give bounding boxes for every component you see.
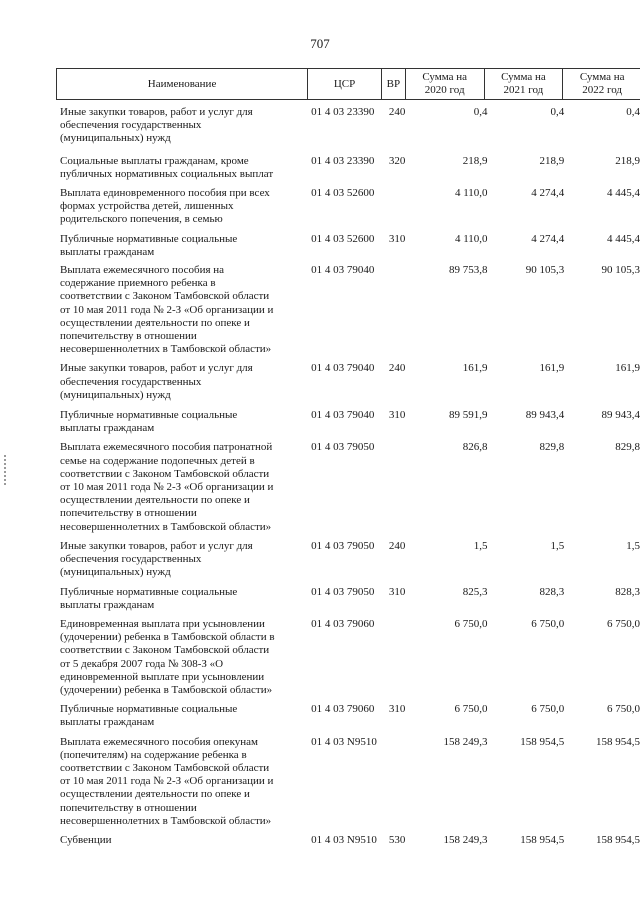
row-vr <box>389 441 411 533</box>
row-name: Выплата ежемесячного пособия патронатной семье на содержание подопечных детей в соответствии с Законом Тамбовской области от 10 мая 2011 года № 2-З «Об организации и осуществлении деятельности по опеке и попечительству в отношении несовершеннолетних в Тамбовской области» <box>60 441 274 533</box>
table-row <box>56 441 640 533</box>
table-row <box>56 155 640 181</box>
row-vr: 240 <box>388 539 406 552</box>
row-name: Публичные нормативные социальные выплаты гражданам <box>60 703 238 729</box>
header-name: Наименование <box>57 69 308 99</box>
row-csr: 01 4 03 79050 <box>311 539 375 552</box>
table-row <box>56 264 640 356</box>
row-csr: 01 4 03 79060 <box>311 617 375 630</box>
row-csr: 01 4 03 23390 <box>311 106 375 118</box>
row-sum-2021: 4 274,4 <box>531 187 565 200</box>
row-name: Выплата ежемесячного пособия на содержание приемного ребенка в соответствии с Законом Тамбовской области от 10 мая 2011 года № 2-З «Об организации и осуществлении деятельности по опеке и попечительству в отношении несовершеннолетних в Тамбовской области» <box>60 264 274 356</box>
row-csr: 01 4 03 79050 <box>311 585 375 598</box>
table-row <box>56 586 640 612</box>
table-row <box>56 736 640 828</box>
row-vr: 320 <box>388 154 406 167</box>
header-csr: ЦСР <box>308 69 382 99</box>
header-vr: ВР <box>382 69 406 99</box>
row-name: Иные закупки товаров, работ и услуг для обеспечения государственных (муниципальных) нужд <box>60 106 253 145</box>
table-row <box>56 409 640 435</box>
table-row <box>56 703 640 729</box>
row-name: Публичные нормативные социальные выплаты гражданам <box>60 585 238 611</box>
row-vr <box>389 264 411 356</box>
row-name: Выплата ежемесячного пособия опекунам (попечителям) на содержание ребенка в соответствии с Законом Тамбовской области от 10 мая 2011 года № 2-З «Об организации и осуществлении деятельности по опеке и попечительству в отношении несовершеннолетних в Тамбовской области» <box>60 735 274 827</box>
table-row <box>56 233 640 259</box>
row-csr: 01 4 03 79060 <box>311 703 375 716</box>
row-sum-2021: 218,9 <box>539 154 565 167</box>
row-sum-2021: 161,9 <box>539 362 565 375</box>
row-sum-2022: 829,8 <box>615 441 640 454</box>
row-sum-2021: 6 750,0 <box>531 617 565 630</box>
row-vr <box>389 187 411 227</box>
page-number: 707 <box>310 36 330 51</box>
row-sum-2021: 4 274,4 <box>531 232 565 245</box>
row-sum-2022: 161,9 <box>615 362 640 375</box>
row-sum-2022: 828,3 <box>615 585 640 598</box>
row-sum-2022: 89 943,4 <box>601 409 640 422</box>
row-sum-2021: 828,3 <box>539 585 565 598</box>
row-vr: 310 <box>388 585 406 598</box>
row-name: Единовременная выплата при усыновлении (удочерении) ребенка в Тамбовской области в соответствии с Законом Тамбовской области от 5 декабря 2007 года № 308-З «О единовременной выплате при усыновлении (удочерении) ребенка в Тамбовской области» <box>60 617 275 696</box>
row-sum-2020: 6 750,0 <box>454 703 488 716</box>
table-header <box>56 68 640 100</box>
row-vr: 240 <box>388 106 406 118</box>
row-sum-2020: 826,8 <box>462 441 488 454</box>
header-sum-2021: Сумма на 2021 год <box>485 69 564 99</box>
row-name: Социальные выплаты гражданам, кроме публичных нормативных социальных выплат <box>60 154 274 180</box>
row-sum-2020: 4 110,0 <box>454 232 488 245</box>
row-vr: 310 <box>388 703 406 716</box>
row-sum-2021: 158 954,5 <box>520 735 565 748</box>
row-csr: 01 4 03 23390 <box>311 154 375 167</box>
row-sum-2021: 158 954,5 <box>520 833 565 846</box>
row-sum-2020: 89 591,9 <box>449 409 488 422</box>
row-sum-2020: 0,4 <box>473 106 488 118</box>
row-vr: 310 <box>388 232 406 245</box>
row-name: Выплата единовременного пособия при всех формах устройства детей, лишенных родительского попечения, в семью <box>60 187 270 226</box>
row-sum-2022: 1,5 <box>626 539 640 552</box>
row-sum-2021: 829,8 <box>539 441 565 454</box>
row-sum-2021: 89 943,4 <box>525 409 565 422</box>
row-sum-2021: 0,4 <box>550 106 565 118</box>
row-name: Субвенции <box>60 833 112 846</box>
table-row <box>56 106 640 146</box>
row-sum-2020: 1,5 <box>473 539 488 552</box>
row-sum-2022: 158 954,5 <box>596 833 640 846</box>
row-sum-2022: 90 105,3 <box>601 264 640 277</box>
row-vr: 530 <box>388 833 406 846</box>
row-name: Публичные нормативные социальные выплаты гражданам <box>60 232 238 258</box>
row-sum-2022: 4 445,4 <box>607 187 640 200</box>
row-csr: 01 4 03 N9510 <box>311 735 377 748</box>
row-sum-2022: 6 750,0 <box>607 617 640 630</box>
row-sum-2022: 158 954,5 <box>596 735 640 748</box>
header-sum-2022: Сумма на 2022 год <box>579 71 625 96</box>
binding-mark <box>4 455 6 485</box>
row-csr: 01 4 03 79050 <box>311 441 375 454</box>
table-row <box>56 618 640 697</box>
row-sum-2020: 6 750,0 <box>454 617 488 630</box>
row-sum-2022: 0,4 <box>626 106 640 118</box>
row-sum-2020: 218,9 <box>462 154 488 167</box>
row-sum-2021: 6 750,0 <box>531 703 565 716</box>
table-row <box>56 540 640 580</box>
row-name: Иные закупки товаров, работ и услуг для обеспечения государственных (муниципальных) нужд <box>60 539 253 579</box>
row-sum-2020: 158 249,3 <box>443 833 488 846</box>
table-row <box>56 834 640 847</box>
row-name: Публичные нормативные социальные выплаты гражданам <box>60 409 238 435</box>
row-csr: 01 4 03 N9510 <box>311 833 377 846</box>
table-row <box>56 362 640 402</box>
row-vr <box>389 618 411 697</box>
table-body <box>56 106 640 847</box>
row-sum-2022: 6 750,0 <box>607 703 640 716</box>
header-sum-2020: Сумма на 2020 год <box>406 69 485 99</box>
row-sum-2020: 4 110,0 <box>454 187 488 200</box>
row-csr: 01 4 03 52600 <box>311 187 375 200</box>
row-sum-2020: 158 249,3 <box>443 735 488 748</box>
table-row <box>56 187 640 227</box>
row-csr: 01 4 03 79040 <box>311 409 375 422</box>
row-csr: 01 4 03 79040 <box>311 264 375 277</box>
row-name: Иные закупки товаров, работ и услуг для обеспечения государственных (муниципальных) нужд <box>60 362 253 401</box>
row-csr: 01 4 03 52600 <box>311 232 375 245</box>
row-sum-2020: 161,9 <box>462 362 488 375</box>
row-vr <box>389 736 411 828</box>
row-sum-2020: 89 753,8 <box>449 264 488 277</box>
row-sum-2022: 4 445,4 <box>607 232 640 245</box>
row-sum-2021: 1,5 <box>550 539 565 552</box>
row-sum-2022: 218,9 <box>615 154 640 167</box>
row-sum-2020: 825,3 <box>462 585 488 598</box>
row-vr: 240 <box>388 362 406 375</box>
row-sum-2021: 90 105,3 <box>525 264 565 277</box>
row-vr: 310 <box>388 409 406 422</box>
row-csr: 01 4 03 79040 <box>311 362 375 375</box>
